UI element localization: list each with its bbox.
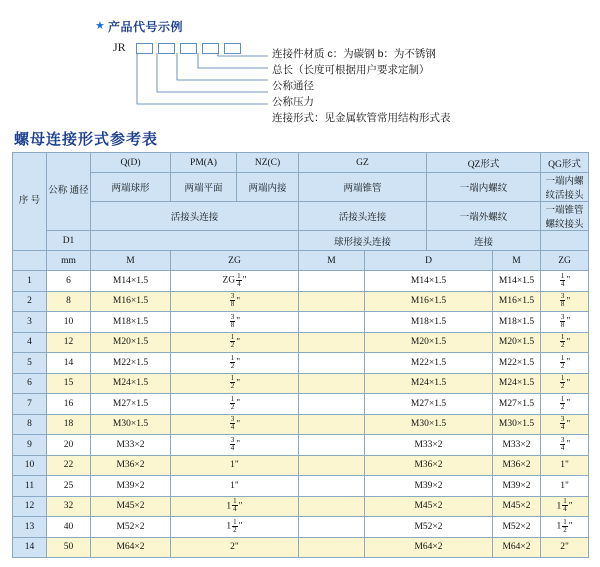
legend-item: 连接形式：见金属软管常用结构形式表: [272, 111, 451, 124]
code-prefix: JR: [113, 40, 126, 54]
cell-seq: 2: [13, 291, 47, 312]
cell-seq: 9: [13, 435, 47, 456]
legend-item-list: [272, 48, 451, 128]
cell-qg-zg: 1": [541, 455, 589, 476]
cell-qd-m: M64×2: [91, 537, 171, 558]
cell-qd-m: M27×1.5: [91, 394, 171, 415]
cell-qd-m: M39×2: [91, 476, 171, 497]
cell-qd-m: M14×1.5: [91, 271, 171, 292]
cell-qg-m: M27×1.5: [493, 394, 541, 415]
cell-qz-m: [299, 353, 365, 374]
code-box: [180, 43, 197, 54]
th-dn: 公称 通径: [47, 153, 91, 231]
th-row4-qg: 连接: [427, 231, 541, 251]
table-header-row-2: [13, 173, 589, 202]
cell-seq: 14: [13, 537, 47, 558]
cell-qz-d: M33×2: [365, 435, 493, 456]
cell-qz-d: M36×2: [365, 455, 493, 476]
th-group-type-5: 一端内螺纹活接头: [541, 173, 589, 202]
th-group-code-4: QZ形式: [427, 153, 541, 173]
cell-qd-m: M22×1.5: [91, 353, 171, 374]
th-row3-gz: 活接头连接: [299, 202, 427, 231]
cell-qz-d: M24×1.5: [365, 373, 493, 394]
th-row3-left: 活接头连接: [91, 202, 299, 231]
cell-qd-m: M52×2: [91, 517, 171, 538]
cell-qg-m: M20×1.5: [493, 332, 541, 353]
table-header-row-1: [13, 153, 589, 173]
th-group-code-5: QG形式: [541, 153, 589, 173]
cell-zg: 1": [171, 476, 299, 497]
th-group-type-4: 一端内螺纹: [427, 173, 541, 202]
cell-qg-zg: 1 $\frac{1}{4}$ ": [541, 496, 589, 517]
star-icon: ★: [95, 20, 105, 32]
th-unit-m1: M: [91, 251, 171, 271]
table-row: [13, 394, 589, 415]
cell-seq: 13: [13, 517, 47, 538]
cell-qd-m: M33×2: [91, 435, 171, 456]
th-group-type-3: 两端锥管: [299, 173, 427, 202]
table-row: [13, 353, 589, 374]
cell-qz-d: M45×2: [365, 496, 493, 517]
cell-seq: 11: [13, 476, 47, 497]
cell-qg-zg: $\frac{1}{2}$ ": [541, 353, 589, 374]
cell-qg-m: M14×1.5: [493, 271, 541, 292]
cell-qz-m: [299, 312, 365, 333]
cell-qz-d: M14×1.5: [365, 271, 493, 292]
cell-qg-m: M36×2: [493, 455, 541, 476]
th-d1: D1: [47, 231, 91, 251]
cell-qg-m: M22×1.5: [493, 353, 541, 374]
table-head: [13, 153, 589, 271]
cell-qg-m: M18×1.5: [493, 312, 541, 333]
cell-qz-d: M52×2: [365, 517, 493, 538]
th-group-type-2: 两端内接: [237, 173, 299, 202]
cell-qz-m: [299, 435, 365, 456]
th-unit-blank: [13, 251, 47, 271]
cell-dn: 40: [47, 517, 91, 538]
cell-seq: 6: [13, 373, 47, 394]
cell-qg-zg: $\frac{1}{4}$ ": [541, 271, 589, 292]
cell-seq: 7: [13, 394, 47, 415]
cell-dn: 14: [47, 353, 91, 374]
cell-qz-m: [299, 455, 365, 476]
cell-qg-m: M33×2: [493, 435, 541, 456]
code-box: [202, 43, 219, 54]
table-row: [13, 414, 589, 435]
cell-qg-m: M64×2: [493, 537, 541, 558]
th-row4-qz: 球形接头连接: [299, 231, 427, 251]
th-row3-qg: 一端锥管螺纹接头: [541, 202, 589, 231]
cell-qz-d: M30×1.5: [365, 414, 493, 435]
cell-zg: 1": [171, 455, 299, 476]
nut-connection-table: [12, 152, 589, 558]
cell-qg-zg: $\frac{1}{2}$ ": [541, 373, 589, 394]
table-row: [13, 291, 589, 312]
cell-qz-m: [299, 271, 365, 292]
legend-item: 公称压力: [272, 95, 314, 108]
table-row: [13, 435, 589, 456]
cell-qd-m: M18×1.5: [91, 312, 171, 333]
cell-seq: 10: [13, 455, 47, 476]
cell-zg: $\frac{3}{4}$ ": [171, 435, 299, 456]
table-row: [13, 312, 589, 333]
th-row4-blank: [91, 231, 299, 251]
cell-qg-zg: $\frac{3}{8}$ ": [541, 291, 589, 312]
code-box: [224, 43, 241, 54]
cell-qz-m: [299, 537, 365, 558]
cell-dn: 18: [47, 414, 91, 435]
th-unit-mm: mm: [47, 251, 91, 271]
cell-zg: 1 $\frac{1}{4}$ ": [171, 496, 299, 517]
cell-qz-m: [299, 394, 365, 415]
cell-seq: 3: [13, 312, 47, 333]
th-unit-zg1: ZG: [171, 251, 299, 271]
cell-qz-m: [299, 373, 365, 394]
cell-qz-d: M16×1.5: [365, 291, 493, 312]
table-header-row-5: [13, 251, 589, 271]
th-group-code-2: NZ(C): [237, 153, 299, 173]
th-group-type-1: 两端平面: [171, 173, 237, 202]
cell-qg-zg: $\frac{1}{2}$ ": [541, 332, 589, 353]
table-row: [13, 496, 589, 517]
cell-seq: 12: [13, 496, 47, 517]
cell-zg: $\frac{3}{8}$ ": [171, 312, 299, 333]
cell-qg-m: M16×1.5: [493, 291, 541, 312]
table-row: [13, 537, 589, 558]
code-boxes: [136, 43, 241, 54]
cell-zg: 2": [171, 537, 299, 558]
cell-qz-d: M39×2: [365, 476, 493, 497]
cell-dn: 16: [47, 394, 91, 415]
cell-qg-zg: 1": [541, 476, 589, 497]
th-group-type-0: 两端球形: [91, 173, 171, 202]
cell-qg-zg: 1 $\frac{1}{2}$ ": [541, 517, 589, 538]
table-row: [13, 271, 589, 292]
cell-qz-d: M22×1.5: [365, 353, 493, 374]
section-title: 螺母连接形式参考表: [14, 131, 159, 148]
code-box: [136, 43, 153, 54]
legend-item: 总长（长度可根据用户要求定制）: [272, 63, 430, 76]
cell-qz-d: M18×1.5: [365, 312, 493, 333]
cell-seq: 8: [13, 414, 47, 435]
table-header-row-4: [13, 231, 589, 251]
nut-connection-table-wrap: [12, 152, 588, 558]
th-group-code-0: Q(D): [91, 153, 171, 173]
cell-zg: $\frac{1}{2}$ ": [171, 394, 299, 415]
code-box: [158, 43, 175, 54]
table-row: [13, 455, 589, 476]
cell-dn: 50: [47, 537, 91, 558]
cell-qg-m: M45×2: [493, 496, 541, 517]
table-row: [13, 332, 589, 353]
cell-qg-zg: $\frac{3}{4}$ ": [541, 435, 589, 456]
th-unit-d: D: [365, 251, 493, 271]
th-row3-qz: 一端外螺纹: [427, 202, 541, 231]
cell-qg-zg: $\frac{1}{2}$ ": [541, 394, 589, 415]
cell-qz-d: M20×1.5: [365, 332, 493, 353]
cell-qz-m: [299, 414, 365, 435]
legend-item: 公称通径: [272, 79, 314, 92]
cell-seq: 5: [13, 353, 47, 374]
cell-zg: 1 $\frac{1}{2}$ ": [171, 517, 299, 538]
product-code-legend: [0, 0, 600, 124]
th-unit-zg2: ZG: [541, 251, 589, 271]
cell-zg: $\frac{3}{8}$ ": [171, 291, 299, 312]
th-unit-m3: M: [493, 251, 541, 271]
cell-qg-m: M24×1.5: [493, 373, 541, 394]
cell-dn: 22: [47, 455, 91, 476]
table-body: [13, 271, 589, 558]
cell-zg: $\frac{1}{2}$ ": [171, 373, 299, 394]
cell-qz-m: [299, 332, 365, 353]
cell-qg-zg: $\frac{3}{4}$ ": [541, 414, 589, 435]
cell-dn: 6: [47, 271, 91, 292]
th-group-code-1: PM(A): [171, 153, 237, 173]
cell-qz-d: M27×1.5: [365, 394, 493, 415]
cell-dn: 10: [47, 312, 91, 333]
cell-qg-m: M30×1.5: [493, 414, 541, 435]
cell-dn: 12: [47, 332, 91, 353]
cell-seq: 1: [13, 271, 47, 292]
cell-dn: 8: [47, 291, 91, 312]
cell-zg: $\frac{1}{2}$ ": [171, 353, 299, 374]
table-row: [13, 517, 589, 538]
table-row: [13, 476, 589, 497]
cell-qz-m: [299, 517, 365, 538]
cell-qz-m: [299, 496, 365, 517]
cell-qd-m: M24×1.5: [91, 373, 171, 394]
cell-dn: 20: [47, 435, 91, 456]
cell-qg-zg: $\frac{3}{8}$ ": [541, 312, 589, 333]
table-row: [13, 373, 589, 394]
th-seq: 序 号: [13, 153, 47, 251]
cell-qz-m: [299, 291, 365, 312]
legend-item: 连接件材质 c：为碳钢 b：为不锈钢: [272, 48, 436, 60]
cell-qg-m: M52×2: [493, 517, 541, 538]
cell-dn: 32: [47, 496, 91, 517]
th-unit-m2: M: [299, 251, 365, 271]
cell-qd-m: M20×1.5: [91, 332, 171, 353]
cell-dn: 15: [47, 373, 91, 394]
table-header-row-3: [13, 202, 589, 231]
cell-zg: $\frac{1}{2}$ ": [171, 332, 299, 353]
legend-title: 产品代号示例: [108, 20, 184, 34]
th-row4-pad: [541, 231, 589, 251]
cell-seq: 4: [13, 332, 47, 353]
cell-dn: 25: [47, 476, 91, 497]
cell-qz-d: M64×2: [365, 537, 493, 558]
cell-qd-m: M30×1.5: [91, 414, 171, 435]
cell-qg-zg: 2": [541, 537, 589, 558]
th-group-code-3: GZ: [299, 153, 427, 173]
cell-qd-m: M16×1.5: [91, 291, 171, 312]
cell-qd-m: M36×2: [91, 455, 171, 476]
cell-qd-m: M45×2: [91, 496, 171, 517]
cell-zg: $\frac{3}{4}$ ": [171, 414, 299, 435]
cell-qz-m: [299, 476, 365, 497]
cell-zg: ZG $\frac{1}{4}$ ": [171, 271, 299, 292]
cell-qg-m: M39×2: [493, 476, 541, 497]
